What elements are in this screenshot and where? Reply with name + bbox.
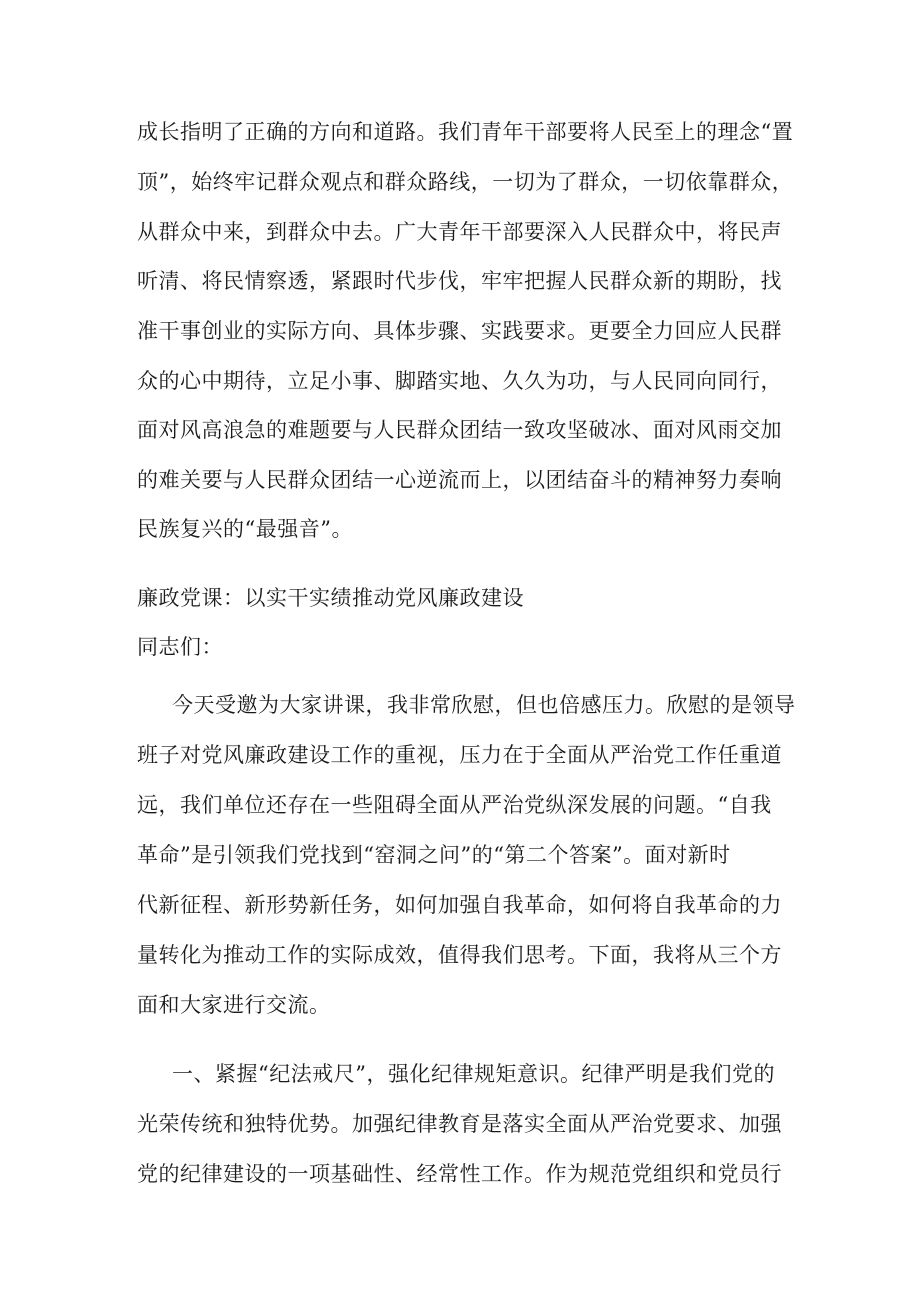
section-title: 廉政党课：以实干实绩推动党风廉政建设 bbox=[137, 586, 524, 610]
paragraph-2-line-1: 今天受邀为大家讲课，我非常欣慰，但也倍感压力。欣慰的是领导 bbox=[172, 693, 796, 717]
intro-line-1: 成长指明了正确的方向和道路。我们青年干部要将人民至上的理念“置 bbox=[137, 120, 794, 144]
intro-line-6: 众的心中期待，立足小事、脚踏实地、久久为功，与人民同向同行， bbox=[137, 369, 782, 393]
paragraph-2-line-3: 远，我们单位还存在一些阻碍全面从严治党纵深发展的问题。“自我 bbox=[137, 793, 772, 817]
paragraph-2-line-5: 代新征程、新形势新任务，如何加强自我革命，如何将自我革命的力 bbox=[137, 893, 782, 917]
paragraph-3-line-3: 党的纪律建设的一项基础性、经常性工作。作为规范党组织和党员行 bbox=[137, 1162, 782, 1186]
intro-line-8: 的难关要与人民群众团结一心逆流而上，以团结奋斗的精神努力奏响 bbox=[137, 468, 782, 492]
intro-line-3: 从群众中来，到群众中去。广大青年干部要深入人民群众中，将民声 bbox=[137, 220, 782, 244]
paragraph-2-line-7: 面和大家进行交流。 bbox=[137, 993, 331, 1017]
intro-line-5: 准干事创业的实际方向、具体步骤、实践要求。更要全力回应人民群 bbox=[137, 319, 782, 343]
paragraph-2-line-2: 班子对党风廉政建设工作的重视，压力在于全面从严治党工作任重道 bbox=[137, 743, 782, 767]
intro-line-9: 民族复兴的“最强音”。 bbox=[137, 517, 353, 541]
paragraph-3-line-1: 一、紧握“纪法戒尺”，强化纪律规矩意识。纪律严明是我们党的 bbox=[172, 1062, 775, 1086]
intro-line-4: 听清、将民情察透，紧跟时代步伐，牢牢把握人民群众新的期盼，找 bbox=[137, 269, 782, 293]
paragraph-2-line-4: 革命”是引领我们党找到“窑洞之问”的“第二个答案”。面对新时 bbox=[137, 843, 731, 867]
intro-line-2: 顶”，始终牢记群众观点和群众路线，一切为了群众，一切依靠群众， bbox=[137, 170, 794, 194]
intro-line-7: 面对风高浪急的难题要与人民群众团结一致攻坚破冰、面对风雨交加 bbox=[137, 418, 782, 442]
salutation: 同志们： bbox=[137, 635, 223, 659]
paragraph-3-line-2: 光荣传统和独特优势。加强纪律教育是落实全面从严治党要求、加强 bbox=[137, 1112, 782, 1136]
paragraph-2-line-6: 量转化为推动工作的实际成效，值得我们思考。下面，我将从三个方 bbox=[137, 943, 782, 967]
